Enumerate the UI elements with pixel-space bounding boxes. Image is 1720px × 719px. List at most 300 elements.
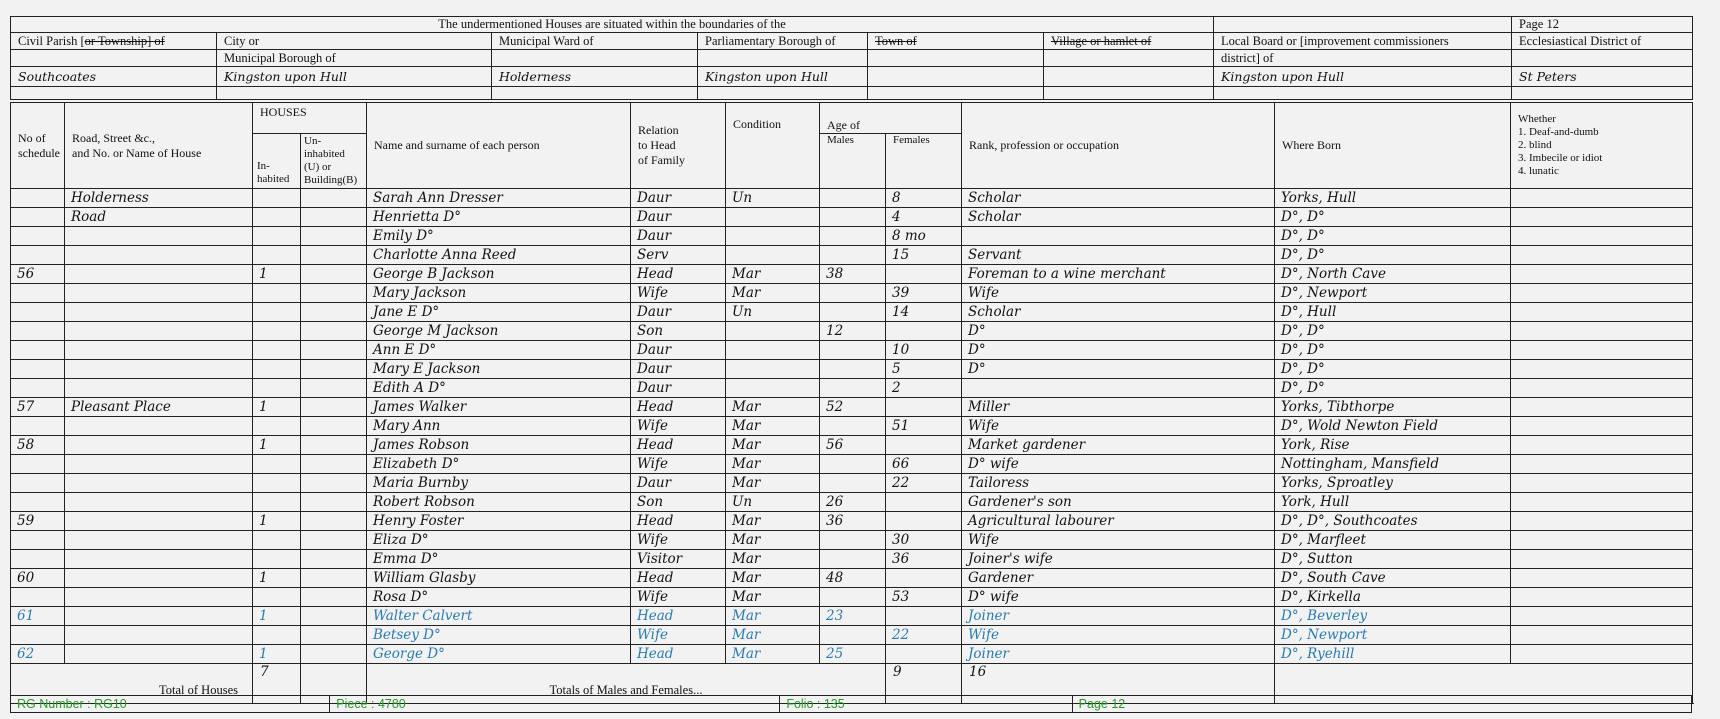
col-born: Where Born	[1275, 103, 1511, 189]
uninhabited-cell	[301, 360, 367, 379]
inhabited-cell	[253, 474, 301, 493]
uninhabited-cell	[301, 531, 367, 550]
whether-cell	[1511, 341, 1693, 360]
females-age-cell: 51	[886, 417, 962, 436]
inhabited-cell	[253, 455, 301, 474]
total-houses-label: Total of Houses	[11, 664, 253, 704]
whether-cell	[1511, 550, 1693, 569]
table-row	[11, 360, 1693, 379]
header-page: Page 12	[1512, 17, 1693, 33]
whether-cell	[1511, 474, 1693, 493]
schedule-cell	[11, 531, 65, 550]
inhabited-cell	[253, 284, 301, 303]
occupation-cell: Scholar	[962, 208, 1275, 227]
road-cell	[65, 588, 253, 607]
uninhabited-cell	[301, 284, 367, 303]
col-name: Name and surname of each person	[367, 103, 631, 189]
schedule-cell	[11, 284, 65, 303]
females-age-cell: 30	[886, 531, 962, 550]
born-cell: Yorks, Hull	[1275, 189, 1511, 208]
col-relation: Relation to Head of Family	[631, 103, 726, 189]
inhabited-cell	[253, 341, 301, 360]
civil-parish-value: Southcoates	[11, 67, 217, 87]
born-cell: Yorks, Sproatley	[1275, 474, 1511, 493]
name-cell: Edith A D°	[367, 379, 631, 398]
footer-rg: RG Number : RG10	[11, 696, 330, 713]
relation-cell: Daur	[631, 474, 726, 493]
females-age-cell: 39	[886, 284, 962, 303]
born-cell: D°, D°	[1275, 379, 1511, 398]
occupation-cell: Wife	[962, 417, 1275, 436]
born-cell: York, Rise	[1275, 436, 1511, 455]
born-cell: D°, Ryehill	[1275, 645, 1511, 664]
occupation-cell: Joiner	[962, 607, 1275, 626]
males-age-cell: 38	[820, 265, 886, 284]
table-row	[11, 322, 1693, 341]
occupation-cell: D° wife	[962, 455, 1275, 474]
road-cell	[65, 417, 253, 436]
road-cell	[65, 607, 253, 626]
road-cell: Pleasant Place	[65, 398, 253, 417]
total-males-value: 9	[886, 664, 962, 704]
census-header	[10, 16, 1693, 100]
females-age-cell: 4	[886, 208, 962, 227]
born-cell: D°, D°	[1275, 227, 1511, 246]
col-condition: Condition	[726, 103, 820, 189]
uninhabited-cell	[301, 493, 367, 512]
name-cell: Ann E D°	[367, 341, 631, 360]
schedule-cell	[11, 550, 65, 569]
local-board-label-2: district] of	[1214, 50, 1512, 67]
inhabited-cell	[253, 588, 301, 607]
relation-cell: Daur	[631, 379, 726, 398]
born-cell: D°, North Cave	[1275, 265, 1511, 284]
table-row	[11, 265, 1693, 284]
condition-cell: Mar	[726, 645, 820, 664]
whether-cell	[1511, 436, 1693, 455]
schedule-cell	[11, 208, 65, 227]
condition-cell	[726, 246, 820, 265]
schedule-cell: 61	[11, 607, 65, 626]
table-row	[11, 493, 1693, 512]
schedule-cell: 60	[11, 569, 65, 588]
born-cell: D°, D°	[1275, 246, 1511, 265]
uninhabited-cell	[301, 626, 367, 645]
col-inhabited: In- habited	[253, 134, 301, 189]
inhabited-cell	[253, 360, 301, 379]
born-cell: D°, Sutton	[1275, 550, 1511, 569]
whether-cell	[1511, 360, 1693, 379]
eccl-label: Ecclesiastical District of	[1512, 33, 1693, 50]
occupation-cell: Agricultural labourer	[962, 512, 1275, 531]
uninhabited-cell	[301, 550, 367, 569]
table-row	[11, 588, 1693, 607]
inhabited-cell	[253, 303, 301, 322]
uninhabited-cell	[301, 322, 367, 341]
schedule-cell	[11, 227, 65, 246]
table-row	[11, 284, 1693, 303]
relation-cell: Son	[631, 493, 726, 512]
relation-cell: Wife	[631, 417, 726, 436]
females-age-cell: 10	[886, 341, 962, 360]
local-board-label-1: Local Board or [improvement commissioners	[1214, 33, 1512, 50]
whether-cell	[1511, 322, 1693, 341]
name-cell: Emily D°	[367, 227, 631, 246]
inhabited-cell: 1	[253, 645, 301, 664]
relation-cell: Head	[631, 569, 726, 588]
uninhabited-cell	[301, 303, 367, 322]
inhabited-cell: 1	[253, 398, 301, 417]
born-cell: Nottingham, Mansfield	[1275, 455, 1511, 474]
males-age-cell	[820, 360, 886, 379]
occupation-cell	[962, 227, 1275, 246]
name-cell: George B Jackson	[367, 265, 631, 284]
uninhabited-cell	[301, 208, 367, 227]
occupation-cell: D°	[962, 322, 1275, 341]
occupation-cell: Servant	[962, 246, 1275, 265]
females-age-cell: 5	[886, 360, 962, 379]
inhabited-cell	[253, 550, 301, 569]
females-age-cell	[886, 645, 962, 664]
males-age-cell	[820, 626, 886, 645]
males-age-cell: 52	[820, 398, 886, 417]
name-cell: Robert Robson	[367, 493, 631, 512]
relation-cell: Head	[631, 512, 726, 531]
females-age-cell: 22	[886, 626, 962, 645]
occupation-cell: Miller	[962, 398, 1275, 417]
females-age-cell	[886, 493, 962, 512]
schedule-cell	[11, 379, 65, 398]
table-row	[11, 227, 1693, 246]
relation-cell: Wife	[631, 284, 726, 303]
condition-cell: Mar	[726, 569, 820, 588]
col-uninhabited: Un- inhabited (U) or Building(B)	[301, 134, 367, 189]
females-age-cell	[886, 398, 962, 417]
name-cell: George M Jackson	[367, 322, 631, 341]
born-cell: D°, Kirkella	[1275, 588, 1511, 607]
schedule-cell: 57	[11, 398, 65, 417]
table-row	[11, 455, 1693, 474]
name-cell: Mary Ann	[367, 417, 631, 436]
road-cell	[65, 512, 253, 531]
name-cell: Mary Jackson	[367, 284, 631, 303]
parl-value: Kingston upon Hull	[698, 67, 868, 87]
males-age-cell	[820, 189, 886, 208]
road-cell	[65, 284, 253, 303]
table-row	[11, 246, 1693, 265]
condition-cell	[726, 227, 820, 246]
males-age-cell: 12	[820, 322, 886, 341]
schedule-cell	[11, 588, 65, 607]
uninhabited-cell	[301, 569, 367, 588]
females-age-cell: 8	[886, 189, 962, 208]
road-cell	[65, 645, 253, 664]
relation-cell: Daur	[631, 303, 726, 322]
males-age-cell	[820, 455, 886, 474]
table-row	[11, 341, 1693, 360]
occupation-cell: Joiner's wife	[962, 550, 1275, 569]
born-cell: D°, South Cave	[1275, 569, 1511, 588]
table-row	[11, 379, 1693, 398]
females-age-cell	[886, 607, 962, 626]
inhabited-cell: 1	[253, 265, 301, 284]
inhabited-cell: 1	[253, 607, 301, 626]
relation-cell: Head	[631, 645, 726, 664]
col-whether: Whether 1. Deaf-and-dumb 2. blind 3. Imbecile or idiot 4. lunatic	[1511, 103, 1693, 189]
relation-cell: Head	[631, 607, 726, 626]
condition-cell: Mar	[726, 436, 820, 455]
schedule-cell	[11, 360, 65, 379]
condition-cell: Mar	[726, 265, 820, 284]
born-cell: D°, D°	[1275, 208, 1511, 227]
occupation-cell: D°	[962, 341, 1275, 360]
condition-cell: Mar	[726, 474, 820, 493]
total-houses-value: 7	[253, 664, 301, 704]
males-age-cell	[820, 379, 886, 398]
name-cell: Henrietta D°	[367, 208, 631, 227]
inhabited-cell	[253, 531, 301, 550]
table-row	[11, 512, 1693, 531]
condition-cell: Mar	[726, 550, 820, 569]
column-headers	[11, 103, 1693, 189]
table-row	[11, 189, 1693, 208]
name-cell: Elizabeth D°	[367, 455, 631, 474]
females-age-cell: 14	[886, 303, 962, 322]
males-age-cell: 25	[820, 645, 886, 664]
name-cell: Emma D°	[367, 550, 631, 569]
relation-cell: Daur	[631, 208, 726, 227]
header-blank	[1214, 17, 1512, 33]
born-cell: D°, Newport	[1275, 284, 1511, 303]
occupation-cell: Scholar	[962, 189, 1275, 208]
born-cell: D°, D°	[1275, 341, 1511, 360]
condition-cell: Mar	[726, 284, 820, 303]
inhabited-cell	[253, 417, 301, 436]
schedule-cell	[11, 303, 65, 322]
condition-cell: Un	[726, 303, 820, 322]
occupation-cell: Joiner	[962, 645, 1275, 664]
occupation-cell: Foreman to a wine merchant	[962, 265, 1275, 284]
relation-cell: Wife	[631, 455, 726, 474]
road-cell	[65, 303, 253, 322]
name-cell: Maria Burnby	[367, 474, 631, 493]
occupation-cell: Wife	[962, 531, 1275, 550]
eccl-value: St Peters	[1512, 67, 1693, 87]
inhabited-cell: 1	[253, 512, 301, 531]
inhabited-cell	[253, 379, 301, 398]
whether-cell	[1511, 246, 1693, 265]
females-age-cell	[886, 322, 962, 341]
occupation-cell: Market gardener	[962, 436, 1275, 455]
schedule-cell	[11, 493, 65, 512]
condition-cell: Mar	[726, 626, 820, 645]
name-cell: James Walker	[367, 398, 631, 417]
inhabited-cell	[253, 626, 301, 645]
condition-cell: Un	[726, 493, 820, 512]
uninhabited-cell	[301, 265, 367, 284]
females-age-cell: 15	[886, 246, 962, 265]
relation-cell: Serv	[631, 246, 726, 265]
females-age-cell	[886, 569, 962, 588]
col-males: Males	[820, 134, 886, 189]
whether-cell	[1511, 531, 1693, 550]
occupation-cell	[962, 379, 1275, 398]
whether-cell	[1511, 398, 1693, 417]
city-value: Kingston upon Hull	[217, 67, 492, 87]
village-label: Village or hamlet of	[1044, 33, 1214, 50]
males-age-cell	[820, 341, 886, 360]
uninhabited-cell	[301, 588, 367, 607]
born-cell: D°, Beverley	[1275, 607, 1511, 626]
road-cell	[65, 626, 253, 645]
city-label-2: Municipal Borough of	[217, 50, 492, 67]
whether-cell	[1511, 588, 1693, 607]
females-age-cell: 53	[886, 588, 962, 607]
name-cell: Jane E D°	[367, 303, 631, 322]
road-cell	[65, 550, 253, 569]
males-age-cell	[820, 284, 886, 303]
occupation-cell: Gardener's son	[962, 493, 1275, 512]
whether-cell	[1511, 455, 1693, 474]
uninhabited-cell	[301, 607, 367, 626]
schedule-cell	[11, 246, 65, 265]
schedule-cell: 56	[11, 265, 65, 284]
inhabited-cell	[253, 189, 301, 208]
table-row	[11, 569, 1693, 588]
relation-cell: Daur	[631, 360, 726, 379]
males-age-cell	[820, 474, 886, 493]
table-row	[11, 645, 1693, 664]
name-cell: Betsey D°	[367, 626, 631, 645]
condition-cell: Mar	[726, 588, 820, 607]
road-cell	[65, 227, 253, 246]
born-cell: D°, Newport	[1275, 626, 1511, 645]
females-age-cell: 8 mo	[886, 227, 962, 246]
uninhabited-cell	[301, 455, 367, 474]
males-age-cell	[820, 550, 886, 569]
condition-cell: Mar	[726, 417, 820, 436]
name-cell: Charlotte Anna Reed	[367, 246, 631, 265]
born-cell: D°, D°, Southcoates	[1275, 512, 1511, 531]
table-row	[11, 607, 1693, 626]
table-row	[11, 550, 1693, 569]
census-rows	[11, 189, 1693, 664]
inhabited-cell: 1	[253, 569, 301, 588]
occupation-cell: Wife	[962, 284, 1275, 303]
ward-label: Municipal Ward of	[492, 33, 698, 50]
whether-cell	[1511, 626, 1693, 645]
males-age-cell: 23	[820, 607, 886, 626]
males-age-cell	[820, 208, 886, 227]
schedule-cell: 58	[11, 436, 65, 455]
whether-cell	[1511, 227, 1693, 246]
females-age-cell: 36	[886, 550, 962, 569]
born-cell: D°, D°	[1275, 322, 1511, 341]
whether-cell	[1511, 303, 1693, 322]
males-age-cell	[820, 246, 886, 265]
whether-cell	[1511, 265, 1693, 284]
ward-value: Holderness	[492, 67, 698, 87]
road-cell	[65, 341, 253, 360]
name-cell: William Glasby	[367, 569, 631, 588]
road-cell	[65, 436, 253, 455]
civil-parish-label: Civil Parish [or Township] of	[11, 33, 217, 50]
name-cell: Henry Foster	[367, 512, 631, 531]
females-age-cell: 2	[886, 379, 962, 398]
born-cell: D°, Wold Newton Field	[1275, 417, 1511, 436]
road-cell	[65, 246, 253, 265]
females-age-cell	[886, 512, 962, 531]
relation-cell: Daur	[631, 189, 726, 208]
local-board-value: Kingston upon Hull	[1214, 67, 1512, 87]
census-form	[10, 16, 1692, 704]
uninhabited-cell	[301, 512, 367, 531]
table-row	[11, 398, 1693, 417]
uninhabited-cell	[301, 246, 367, 265]
name-cell: Rosa D°	[367, 588, 631, 607]
road-cell	[65, 322, 253, 341]
condition-cell	[726, 379, 820, 398]
females-age-cell: 66	[886, 455, 962, 474]
inhabited-cell: 1	[253, 436, 301, 455]
road-cell: Road	[65, 208, 253, 227]
schedule-cell	[11, 474, 65, 493]
uninhabited-cell	[301, 417, 367, 436]
table-row	[11, 531, 1693, 550]
whether-cell	[1511, 645, 1693, 664]
whether-cell	[1511, 189, 1693, 208]
relation-cell: Daur	[631, 227, 726, 246]
table-row	[11, 436, 1693, 455]
table-row	[11, 626, 1693, 645]
condition-cell: Mar	[726, 607, 820, 626]
occupation-cell: Tailoress	[962, 474, 1275, 493]
schedule-cell	[11, 189, 65, 208]
uninhabited-cell	[301, 436, 367, 455]
males-age-cell: 26	[820, 493, 886, 512]
name-cell: Walter Calvert	[367, 607, 631, 626]
uninhabited-cell	[301, 189, 367, 208]
uninhabited-cell	[301, 379, 367, 398]
city-label-1: City or	[217, 33, 492, 50]
footer	[10, 695, 1692, 713]
relation-cell: Wife	[631, 531, 726, 550]
condition-cell: Mar	[726, 531, 820, 550]
whether-cell	[1511, 607, 1693, 626]
occupation-cell: D° wife	[962, 588, 1275, 607]
relation-cell: Visitor	[631, 550, 726, 569]
born-cell: D°, Hull	[1275, 303, 1511, 322]
occupation-cell: Gardener	[962, 569, 1275, 588]
condition-cell: Un	[726, 189, 820, 208]
total-females-value: 16	[962, 664, 1275, 704]
uninhabited-cell	[301, 341, 367, 360]
table-row	[11, 208, 1693, 227]
total-persons-label: Totals of Males and Females...	[367, 664, 886, 704]
whether-cell	[1511, 208, 1693, 227]
born-cell: D°, D°	[1275, 360, 1511, 379]
town-label: Town of	[868, 33, 1044, 50]
occupation-cell: Scholar	[962, 303, 1275, 322]
inhabited-cell	[253, 208, 301, 227]
relation-cell: Daur	[631, 341, 726, 360]
footer-page: Page 12	[1072, 696, 1691, 713]
born-cell: Yorks, Tibthorpe	[1275, 398, 1511, 417]
schedule-cell	[11, 626, 65, 645]
males-age-cell	[820, 588, 886, 607]
inhabited-cell	[253, 322, 301, 341]
road-cell	[65, 360, 253, 379]
